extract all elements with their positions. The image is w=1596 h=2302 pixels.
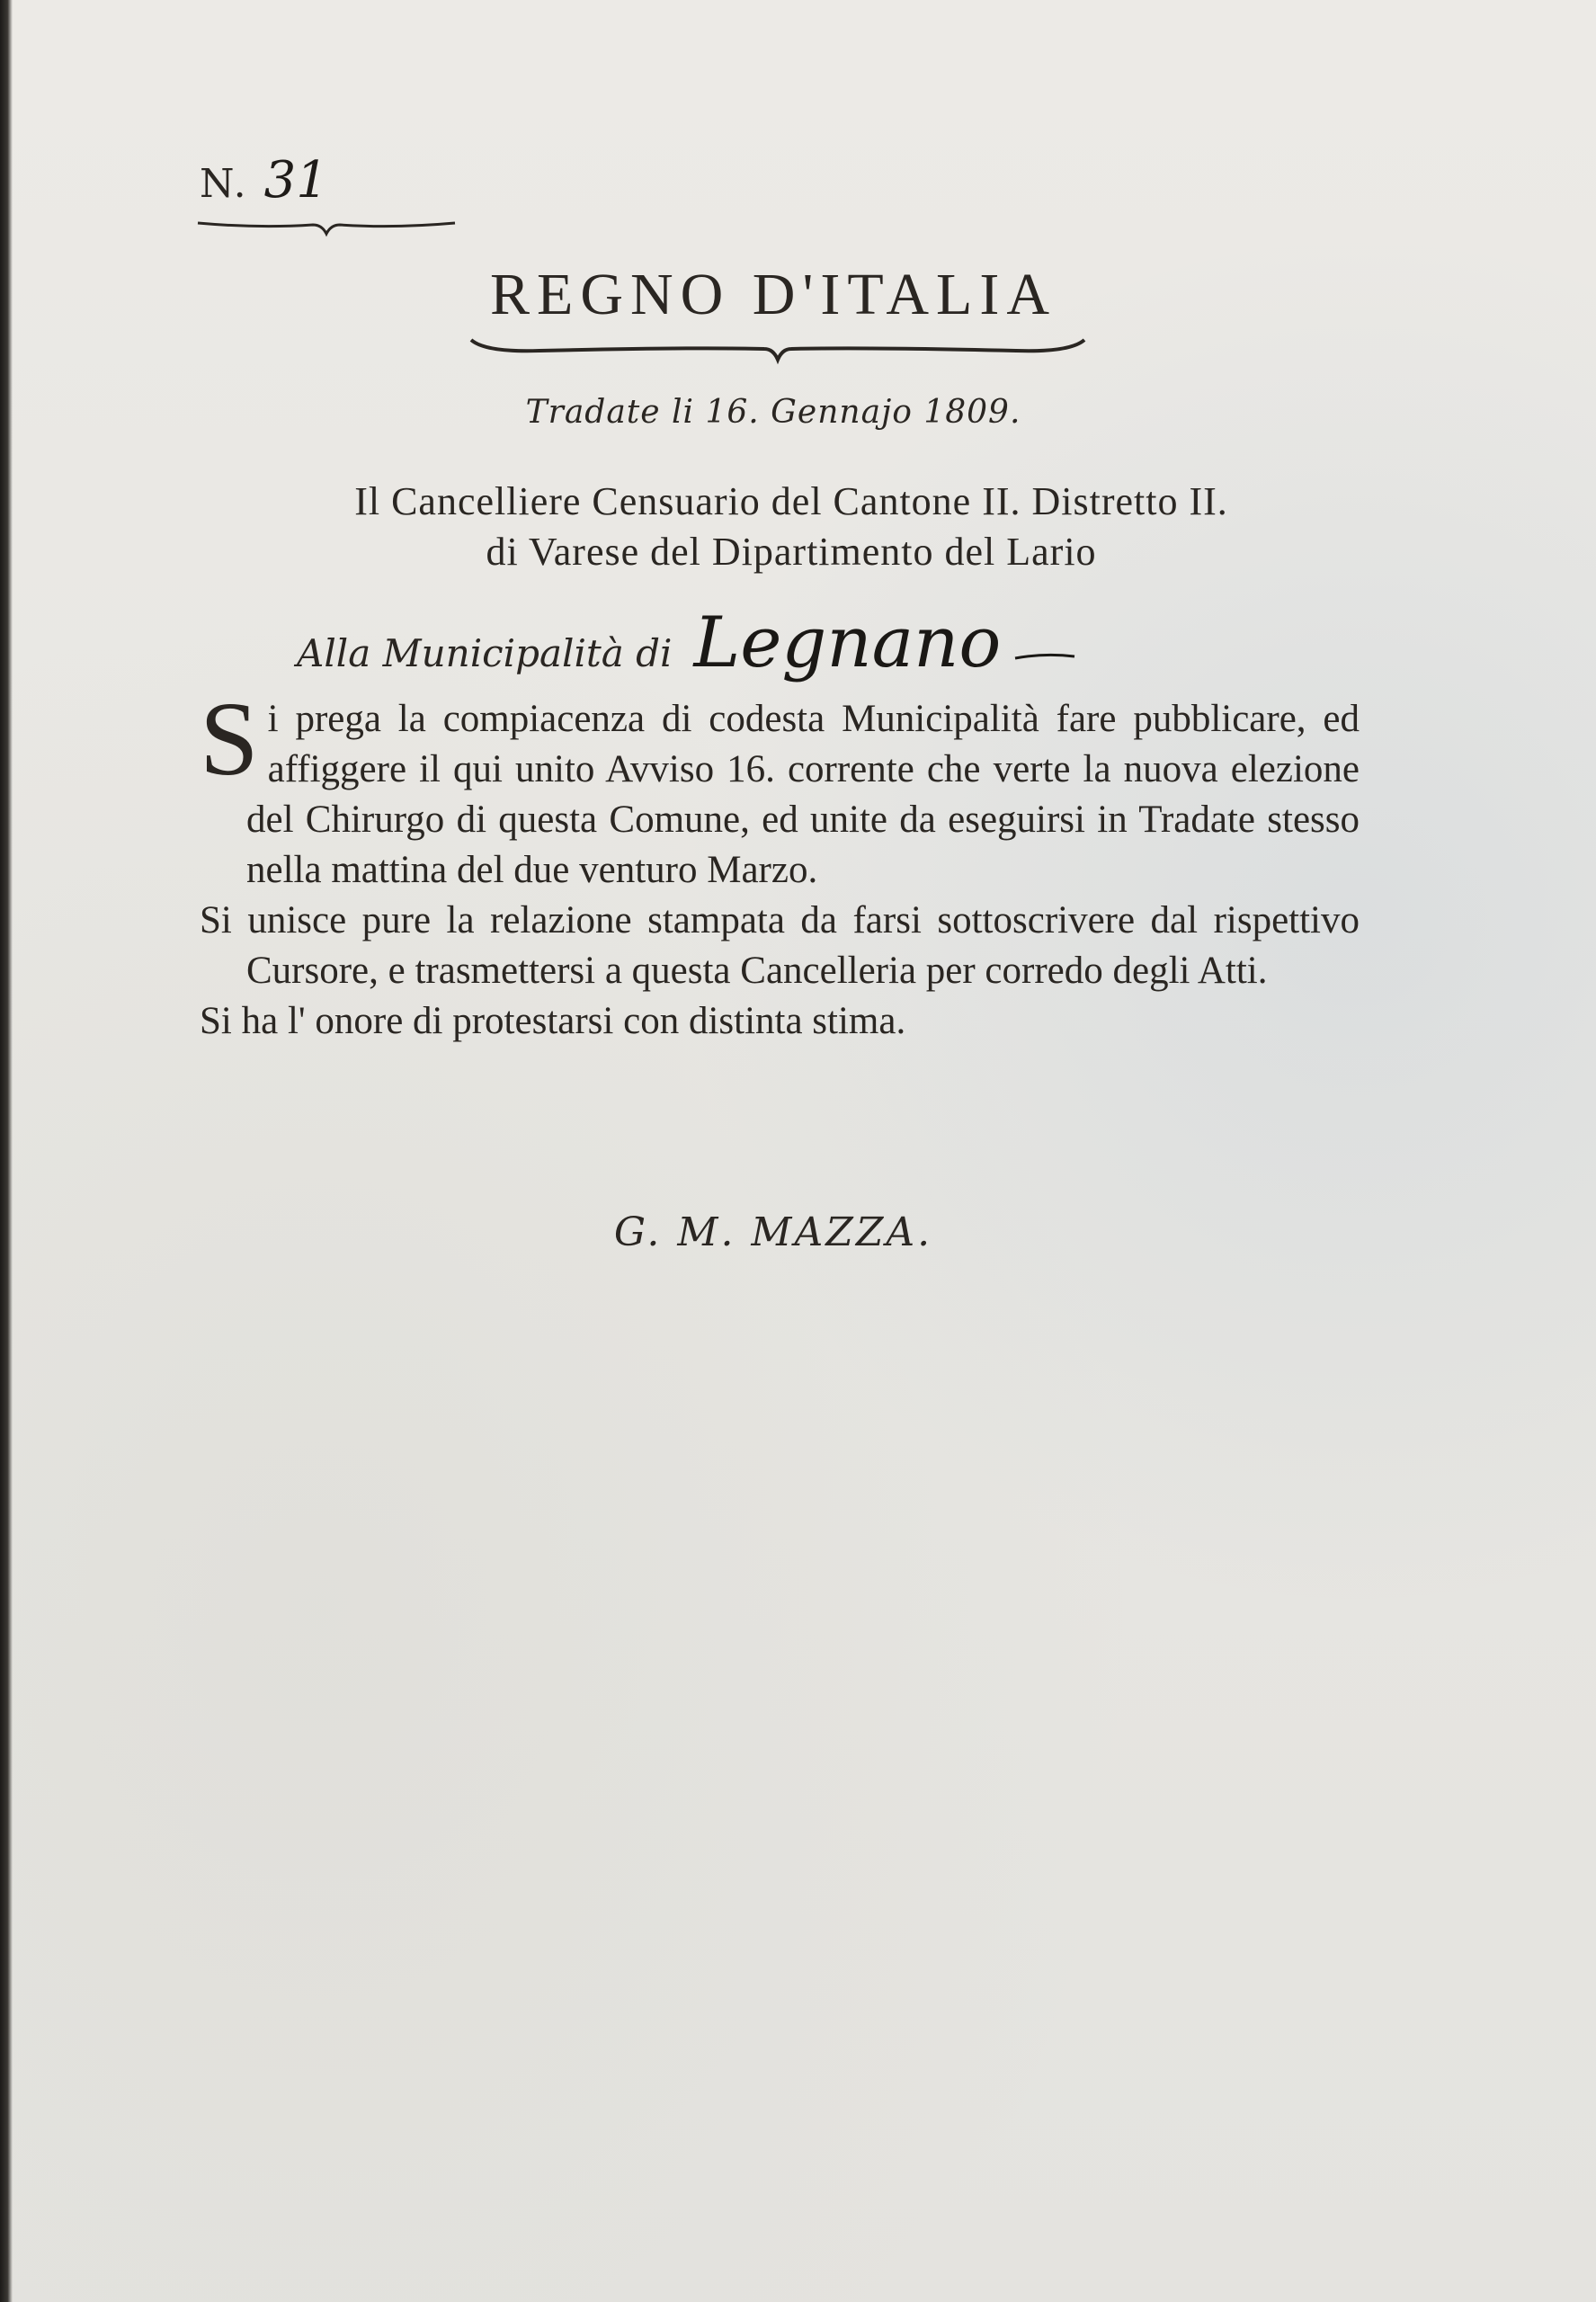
- number-flourish: [196, 214, 457, 241]
- dateline: Tradate li 16. Gennajo 1809.: [525, 394, 1021, 431]
- paragraph-3: Si ha l' onore di protestarsi con distinta stima.: [200, 1000, 906, 1042]
- addressee-line: [297, 602, 1286, 683]
- sender-line-2: di Varese del Dipartimento del Lario: [486, 530, 1097, 574]
- dropcap-letter: S: [200, 680, 259, 798]
- sender-block: [162, 477, 1421, 577]
- page-edge-shadow: [0, 0, 13, 2302]
- paragraph-2: Si unisce pure la relazione stampata da farsi sottoscrivere dal rispettivo Cursore, e trasmettersi a questa Cancelleria per corredo degli Atti.: [200, 899, 1360, 992]
- paragraph-1-text: i prega la compiacenza di codesta Municipalità fare pubblicare, ed affiggere il qui unito Avviso 16. corrente che verte la nuova elezione del Chirurgo di questa Comune, ed unite da eseguirsi in Tradate stesso nella mattina del due venturo Marzo.: [246, 698, 1360, 891]
- addressee-underline-flourish: [1013, 647, 1076, 665]
- document-number: [200, 151, 451, 210]
- signature: G. M. MAZZA.: [613, 1209, 933, 1255]
- letter-body: [200, 680, 1360, 1047]
- number-handwritten: 31: [263, 151, 328, 210]
- heading-flourish: [468, 333, 1088, 369]
- paragraph-1: [200, 680, 1360, 896]
- number-prefix: N.: [200, 161, 248, 207]
- heading-title: REGNO D'ITALIA: [489, 262, 1057, 327]
- addressee-handwritten: Legnano: [693, 602, 1002, 683]
- addressee-label: Alla Municipalità di: [297, 631, 673, 675]
- sender-line-1: Il Cancelliere Censuario del Cantone II. Distretto II.: [354, 479, 1228, 523]
